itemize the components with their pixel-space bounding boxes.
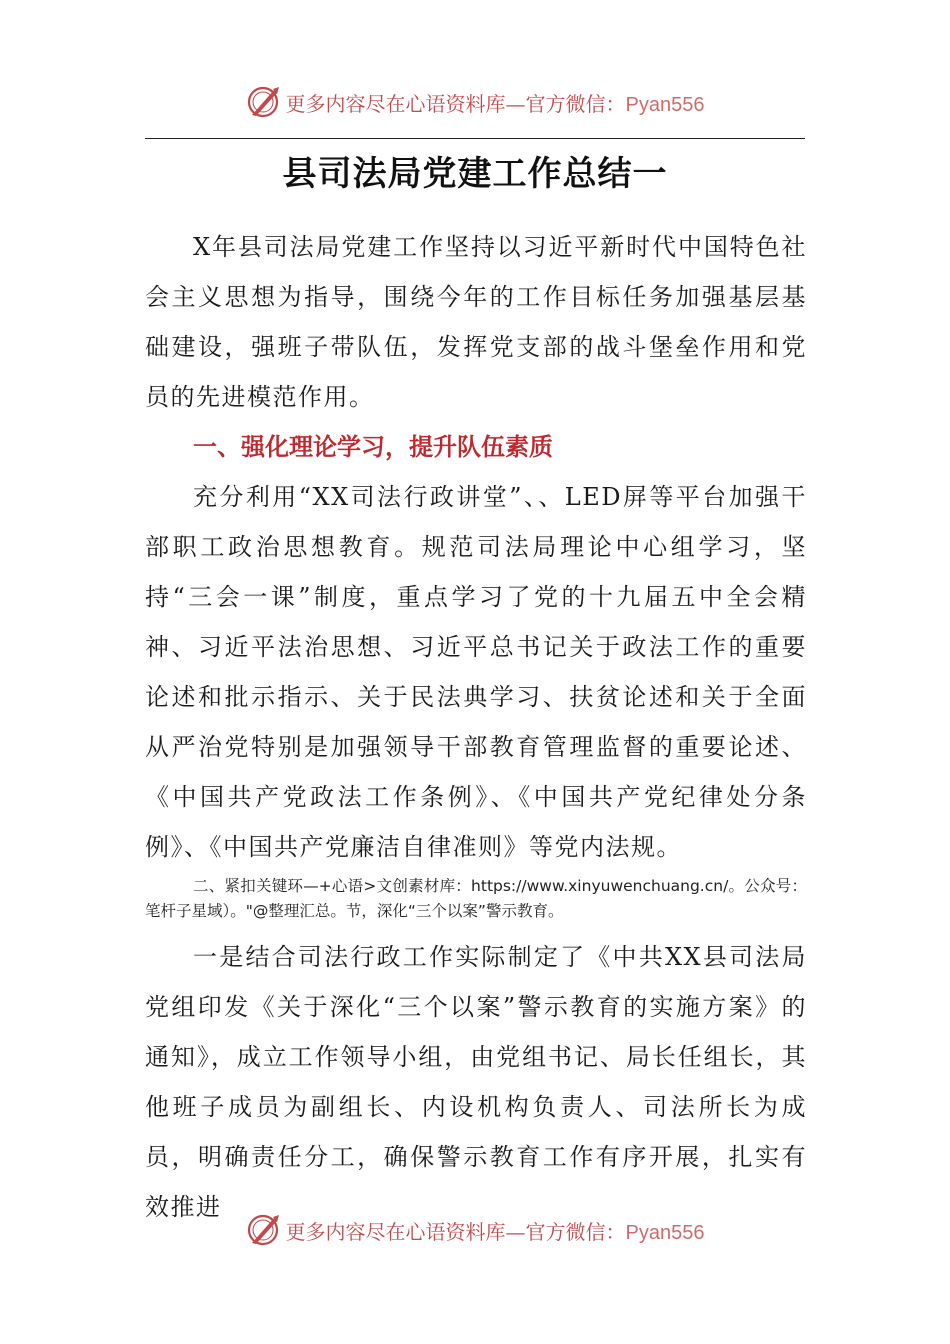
banner-label: 更多内容尽在心语资料库—官方微信： xyxy=(285,1219,626,1244)
banner-text xyxy=(286,1216,705,1245)
header-divider xyxy=(145,138,805,139)
section1-heading: 一、强化理论学习，提升队伍素质 xyxy=(193,433,553,461)
footer-watermark-banner xyxy=(0,1210,950,1250)
banner-wechat-id: Pyan556 xyxy=(625,1221,705,1244)
document-body xyxy=(145,222,807,1232)
intro-paragraph: X年县司法局党建工作坚持以习近平新时代中国特色社会主义思想为指导，围绕今年的工作目标任务加强基层基础建设，强班子带队伍，发挥党支部的战斗堡垒作用和党员的先进模范作用。 xyxy=(145,233,807,411)
document-title: 县司法局党建工作总结一 xyxy=(282,154,668,194)
section1-paragraph: 充分利用“XX司法行政讲堂”、、LED屏等平台加强干部职工政治思想教育。规范司法局理论中心组学习，坚持“三会一课”制度，重点学习了党的十九届五中全会精神、习近平法治思想、习近平总书记关于政法工作的重要论述和批示指示、关于民法典学习、扶贫论述和关于全面从严治党特别是加强领导干部教育管理监督的重要论述、《中国共产党政法工作条例》、《中国共产党纪律处分条例》、《中国共产党廉洁自律准则》等党内法规。 xyxy=(145,483,807,861)
quill-logo-icon xyxy=(246,84,282,120)
quill-logo-icon xyxy=(246,1212,282,1248)
section2-note: 二、紧扣关键环—+心语>文创素材库：https://www.xinyuwenchuang.cn/。公众号：笔杆子星域）。"@整理汇总。节，深化“三个以案”警示教育。 xyxy=(145,877,807,920)
header-watermark-banner xyxy=(0,82,950,122)
section2-paragraph: 一是结合司法行政工作实际制定了《中共XX县司法局党组印发《关于深化“三个以案”警示教育的实施方案》的通知》，成立工作领导小组，由党组书记、局长任组长，其他班子成员为副组长、内设机构负责人、司法所长为成员，明确责任分工，确保警示教育工作有序开展，扎实有效推进 xyxy=(145,943,807,1221)
banner-label: 更多内容尽在心语资料库—官方微信： xyxy=(285,91,626,116)
banner-text xyxy=(286,88,705,117)
banner-wechat-id: Pyan556 xyxy=(625,93,705,116)
